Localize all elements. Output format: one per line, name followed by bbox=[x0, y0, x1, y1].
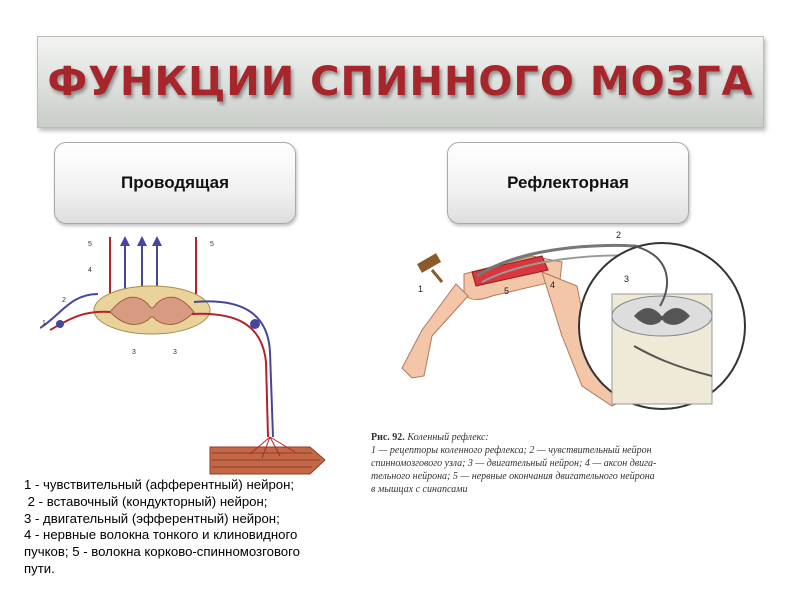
conduction-pathway-diagram bbox=[40, 232, 330, 477]
figure-caption-line: 1 — рецепторы коленного рефлекса; 2 — чувствительный нейрон bbox=[371, 445, 652, 456]
figure-caption-title: Коленный рефлекс: bbox=[407, 432, 489, 443]
left-diagram-label: 5 bbox=[210, 241, 214, 248]
reflex-function-label: Рефлекторная bbox=[507, 173, 629, 192]
title-banner bbox=[37, 36, 764, 128]
figure-caption-line: в мышцах с синапсами bbox=[371, 484, 468, 495]
legend-line: пучков; 5 - волокна корково-спинномозгового bbox=[24, 544, 300, 560]
left-diagram-label: 4 bbox=[88, 267, 92, 274]
neuron-legend bbox=[24, 477, 369, 578]
figure-caption-line: тельного нейрона; 5 — нервные окончания двигательного нейрона bbox=[371, 471, 655, 482]
left-diagram-label: 5 bbox=[88, 241, 92, 248]
legend-line: 3 - двигательный (эфферентный) нейрон; bbox=[24, 510, 280, 526]
reflex-diagram-label: 2 bbox=[616, 230, 622, 240]
reflex-diagram-label: 5 bbox=[504, 286, 510, 296]
figure-caption-number: Рис. 92. bbox=[371, 432, 405, 443]
page-title: ФУНКЦИИ СПИННОГО МОЗГА bbox=[47, 59, 754, 105]
reflex-diagram-label: 1 bbox=[418, 284, 424, 294]
reflex-diagram-label: 4 bbox=[550, 280, 556, 290]
left-diagram-label: 2 bbox=[62, 297, 66, 304]
legend-line: 4 - нервные волокна тонкого и клиновидного bbox=[24, 527, 298, 543]
legend-line: пути. bbox=[24, 560, 55, 576]
figure-caption-line: спинномозгового узла; 3 — двигательный нейрон; 4 — аксон двига- bbox=[371, 458, 657, 469]
left-diagram-label: 3 bbox=[132, 349, 136, 356]
conducting-function-label: Проводящая bbox=[120, 173, 229, 192]
legend-line: 2 - вставочный (кондукторный) нейрон; bbox=[24, 493, 268, 509]
figure-caption bbox=[371, 431, 771, 496]
reflex-function-box bbox=[447, 142, 689, 224]
left-diagram-label: 3 bbox=[173, 349, 177, 356]
legend-line: 1 - чувствительный (афферентный) нейрон; bbox=[24, 477, 295, 492]
conducting-function-box bbox=[54, 142, 296, 224]
reflex-diagram-label: 3 bbox=[624, 274, 630, 284]
knee-reflex-diagram bbox=[372, 226, 770, 431]
left-diagram-label: 1 bbox=[42, 320, 46, 327]
